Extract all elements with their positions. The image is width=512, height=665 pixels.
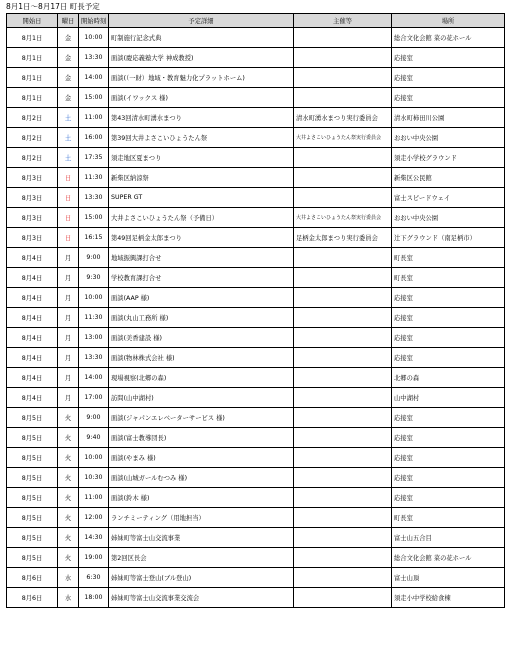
detail-cell: 新柴区納涼祭 [109, 168, 294, 188]
place-cell: 須走小学校グラウンド [392, 148, 505, 168]
date-cell: 8月3日 [7, 228, 58, 248]
place-cell: 富士スピードウェイ [392, 188, 505, 208]
day-cell: 金 [58, 68, 79, 88]
day-cell: 月 [58, 308, 79, 328]
place-cell: 応接室 [392, 348, 505, 368]
day-cell: 月 [58, 348, 79, 368]
table-row [7, 428, 505, 448]
organizer-cell [294, 368, 392, 388]
day-cell: 水 [58, 568, 79, 588]
place-cell: 須走小中学校給食棟 [392, 588, 505, 608]
place-cell: 北郷の森 [392, 368, 505, 388]
time-cell: 11:30 [79, 308, 109, 328]
date-cell: 8月5日 [7, 408, 58, 428]
place-cell: 応接室 [392, 408, 505, 428]
organizer-cell [294, 428, 392, 448]
detail-cell: 訪問(山中湖村) [109, 388, 294, 408]
detail-cell: 面談(富士教導団長) [109, 428, 294, 448]
organizer-cell: 大井よさこいひょうたん祭実行委員会 [294, 128, 392, 148]
schedule-rows [7, 28, 505, 608]
table-row [7, 48, 505, 68]
day-cell: 金 [58, 88, 79, 108]
place-cell: 応接室 [392, 68, 505, 88]
time-cell: 14:00 [79, 368, 109, 388]
organizer-cell [294, 288, 392, 308]
table-row [7, 368, 505, 388]
time-cell: 16:15 [79, 228, 109, 248]
header-place: 場所 [392, 14, 505, 28]
place-cell: 応接室 [392, 428, 505, 448]
organizer-cell [294, 88, 392, 108]
detail-cell: 面談(やまみ 様) [109, 448, 294, 468]
date-cell: 8月5日 [7, 508, 58, 528]
schedule-table [6, 13, 505, 608]
date-cell: 8月2日 [7, 108, 58, 128]
day-cell: 月 [58, 268, 79, 288]
time-cell: 17:00 [79, 388, 109, 408]
place-cell: 富士山頂 [392, 568, 505, 588]
table-row [7, 228, 505, 248]
date-cell: 8月3日 [7, 208, 58, 228]
table-row [7, 448, 505, 468]
time-cell: 17:35 [79, 148, 109, 168]
place-cell: 町長室 [392, 268, 505, 288]
organizer-cell [294, 248, 392, 268]
table-row [7, 548, 505, 568]
organizer-cell [294, 448, 392, 468]
date-cell: 8月5日 [7, 428, 58, 448]
table-row [7, 488, 505, 508]
place-cell: 山中湖村 [392, 388, 505, 408]
table-row [7, 588, 505, 608]
table-row [7, 568, 505, 588]
organizer-cell [294, 328, 392, 348]
date-cell: 8月5日 [7, 528, 58, 548]
organizer-cell [294, 508, 392, 528]
time-cell: 14:00 [79, 68, 109, 88]
place-cell: 応接室 [392, 328, 505, 348]
detail-cell: 面談(AAP 様) [109, 288, 294, 308]
place-cell: 応接室 [392, 448, 505, 468]
table-row [7, 188, 505, 208]
day-cell: 水 [58, 588, 79, 608]
time-cell: 12:00 [79, 508, 109, 528]
detail-cell: 姉妹町等富士山交流事業 [109, 528, 294, 548]
day-cell: 土 [58, 108, 79, 128]
time-cell: 16:00 [79, 128, 109, 148]
detail-cell: 大井よさこいひょうたん祭（予備日） [109, 208, 294, 228]
place-cell: 応接室 [392, 488, 505, 508]
table-header-row [7, 14, 505, 28]
date-cell: 8月5日 [7, 448, 58, 468]
day-cell: 火 [58, 428, 79, 448]
header-time: 開始時刻 [79, 14, 109, 28]
date-cell: 8月3日 [7, 168, 58, 188]
table-row [7, 528, 505, 548]
day-cell: 日 [58, 188, 79, 208]
time-cell: 11:00 [79, 488, 109, 508]
time-cell: 15:00 [79, 208, 109, 228]
detail-cell: 地域振興課打合せ [109, 248, 294, 268]
time-cell: 10:00 [79, 288, 109, 308]
date-cell: 8月6日 [7, 568, 58, 588]
time-cell: 13:00 [79, 328, 109, 348]
date-cell: 8月2日 [7, 148, 58, 168]
time-cell: 10:00 [79, 448, 109, 468]
date-cell: 8月6日 [7, 588, 58, 608]
table-row [7, 348, 505, 368]
day-cell: 火 [58, 508, 79, 528]
detail-cell: 姉妹町等富士登山(ブル登山) [109, 568, 294, 588]
time-cell: 13:30 [79, 348, 109, 368]
organizer-cell [294, 48, 392, 68]
time-cell: 9:00 [79, 408, 109, 428]
day-cell: 火 [58, 408, 79, 428]
date-cell: 8月4日 [7, 368, 58, 388]
time-cell: 9:30 [79, 268, 109, 288]
date-cell: 8月1日 [7, 28, 58, 48]
place-cell: 応接室 [392, 288, 505, 308]
header-date: 開始日 [7, 14, 58, 28]
day-cell: 火 [58, 488, 79, 508]
organizer-cell [294, 468, 392, 488]
table-row [7, 68, 505, 88]
day-cell: 火 [58, 448, 79, 468]
time-cell: 13:30 [79, 188, 109, 208]
organizer-cell [294, 188, 392, 208]
table-row [7, 268, 505, 288]
detail-cell: 現場視察(北郷の森) [109, 368, 294, 388]
day-cell: 火 [58, 468, 79, 488]
organizer-cell: 清水町湧水まつり実行委員会 [294, 108, 392, 128]
place-cell: 応接室 [392, 308, 505, 328]
date-cell: 8月4日 [7, 268, 58, 288]
table-row [7, 308, 505, 328]
day-cell: 土 [58, 148, 79, 168]
day-cell: 月 [58, 248, 79, 268]
detail-cell: 第39回大井よさこいひょうたん祭 [109, 128, 294, 148]
place-cell: 応接室 [392, 468, 505, 488]
organizer-cell [294, 28, 392, 48]
organizer-cell [294, 528, 392, 548]
table-row [7, 328, 505, 348]
time-cell: 14:30 [79, 528, 109, 548]
organizer-cell [294, 348, 392, 368]
detail-cell: 面談(美香建設 様) [109, 328, 294, 348]
date-cell: 8月4日 [7, 288, 58, 308]
day-cell: 日 [58, 208, 79, 228]
table-row [7, 148, 505, 168]
day-cell: 金 [58, 48, 79, 68]
organizer-cell [294, 488, 392, 508]
date-cell: 8月1日 [7, 68, 58, 88]
time-cell: 19:00 [79, 548, 109, 568]
time-cell: 15:00 [79, 88, 109, 108]
organizer-cell [294, 388, 392, 408]
place-cell: 町長室 [392, 248, 505, 268]
detail-cell: 第2回区長会 [109, 548, 294, 568]
table-row [7, 108, 505, 128]
detail-cell: 面談(ジャパンエレベーターサービス 様) [109, 408, 294, 428]
table-row [7, 208, 505, 228]
table-row [7, 28, 505, 48]
day-cell: 月 [58, 368, 79, 388]
organizer-cell [294, 68, 392, 88]
detail-cell: 面談(山城ガールむつみ 様) [109, 468, 294, 488]
date-cell: 8月5日 [7, 488, 58, 508]
time-cell: 6:30 [79, 568, 109, 588]
date-cell: 8月4日 [7, 348, 58, 368]
table-row [7, 468, 505, 488]
day-cell: 月 [58, 388, 79, 408]
time-cell: 11:00 [79, 108, 109, 128]
time-cell: 10:30 [79, 468, 109, 488]
table-row [7, 248, 505, 268]
detail-cell: 面談(物林株式会社 様) [109, 348, 294, 368]
day-cell: 月 [58, 288, 79, 308]
detail-cell: 学校教育課打合せ [109, 268, 294, 288]
place-cell: 富士山五合目 [392, 528, 505, 548]
day-cell: 火 [58, 528, 79, 548]
header-organizer: 主催等 [294, 14, 392, 28]
detail-cell: 面談(丸山工務所 様) [109, 308, 294, 328]
organizer-cell [294, 308, 392, 328]
place-cell: 応接室 [392, 88, 505, 108]
place-cell: 総合文化会館 菜の花ホール [392, 548, 505, 568]
detail-cell: 須走地区夏まつり [109, 148, 294, 168]
detail-cell: 第49回足柄金太郎まつり [109, 228, 294, 248]
time-cell: 11:30 [79, 168, 109, 188]
organizer-cell: 大井よさこいひょうたん祭実行委員会 [294, 208, 392, 228]
date-cell: 8月5日 [7, 548, 58, 568]
date-cell: 8月4日 [7, 328, 58, 348]
time-cell: 9:00 [79, 248, 109, 268]
table-row [7, 168, 505, 188]
header-detail: 予定詳細 [109, 14, 294, 28]
detail-cell: ランチミーティング（用地担当） [109, 508, 294, 528]
organizer-cell [294, 568, 392, 588]
table-row [7, 88, 505, 108]
detail-cell: SUPER GT [109, 188, 294, 208]
date-cell: 8月4日 [7, 388, 58, 408]
detail-cell: 第43回清水町湧水まつり [109, 108, 294, 128]
date-cell: 8月5日 [7, 468, 58, 488]
detail-cell: 面談(（一財）地域・教育魅力化プラットホーム) [109, 68, 294, 88]
organizer-cell [294, 268, 392, 288]
place-cell: 応接室 [392, 48, 505, 68]
organizer-cell: 足柄金太郎まつり実行委員会 [294, 228, 392, 248]
table-row [7, 388, 505, 408]
organizer-cell [294, 168, 392, 188]
organizer-cell [294, 148, 392, 168]
day-cell: 日 [58, 168, 79, 188]
table-row [7, 508, 505, 528]
time-cell: 18:00 [79, 588, 109, 608]
organizer-cell [294, 548, 392, 568]
date-cell: 8月1日 [7, 48, 58, 68]
detail-cell: 町制施行記念式典 [109, 28, 294, 48]
place-cell: 町長室 [392, 508, 505, 528]
place-cell: 清水町柿田川公園 [392, 108, 505, 128]
table-row [7, 128, 505, 148]
day-cell: 月 [58, 328, 79, 348]
place-cell: 総合文化会館 菜の花ホール [392, 28, 505, 48]
day-cell: 日 [58, 228, 79, 248]
place-cell: 辻下グラウンド（南足柄市） [392, 228, 505, 248]
day-cell: 火 [58, 548, 79, 568]
table-row [7, 408, 505, 428]
date-cell: 8月4日 [7, 308, 58, 328]
time-cell: 13:30 [79, 48, 109, 68]
header-day: 曜日 [58, 14, 79, 28]
date-cell: 8月2日 [7, 128, 58, 148]
detail-cell: 面談(イワックス 様) [109, 88, 294, 108]
date-cell: 8月3日 [7, 188, 58, 208]
time-cell: 9:40 [79, 428, 109, 448]
place-cell: おおい中央公園 [392, 128, 505, 148]
day-cell: 金 [58, 28, 79, 48]
page-title: 8月1日～8月17日 町長予定 [6, 2, 100, 11]
place-cell: 新柴区公民館 [392, 168, 505, 188]
organizer-cell [294, 588, 392, 608]
day-cell: 土 [58, 128, 79, 148]
detail-cell: 面談(鈴木 様) [109, 488, 294, 508]
detail-cell: 面談(慶応義塾大学 神成教授) [109, 48, 294, 68]
place-cell: おおい中央公園 [392, 208, 505, 228]
date-cell: 8月1日 [7, 88, 58, 108]
date-cell: 8月4日 [7, 248, 58, 268]
organizer-cell [294, 408, 392, 428]
table-row [7, 288, 505, 308]
time-cell: 10:00 [79, 28, 109, 48]
detail-cell: 姉妹町等富士山交流事業交流会 [109, 588, 294, 608]
